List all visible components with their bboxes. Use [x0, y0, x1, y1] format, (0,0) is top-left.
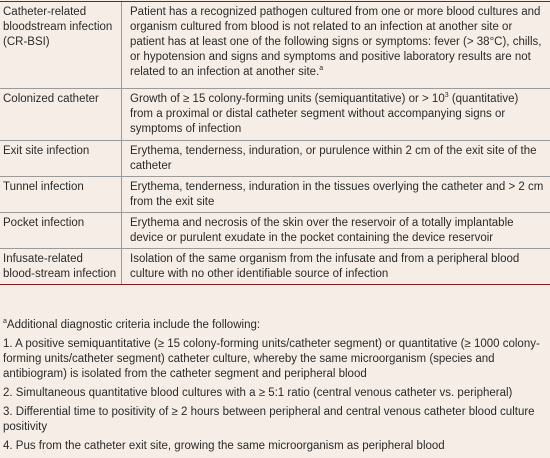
term-cell: Pocket infection — [0, 213, 122, 248]
definition-cell — [122, 2, 550, 88]
footnotes — [3, 318, 545, 458]
footnote-item: 1. A positive semiquantitative (≥ 15 colony-forming units/catheter segment) or quantitative (≥ 1000 colony-forming units/catheter segment) catheter culture, whereby the same microorganism (species and antibiogram) is isolated from the catheter segment and peripheral blood — [3, 338, 540, 380]
footnote-item: 2. Simultaneous quantitative blood cultures with a ≥ 5:1 ratio (central venous catheter vs. peripheral) — [3, 387, 513, 399]
table-row — [0, 213, 550, 249]
term-cell: Tunnel infection — [0, 177, 122, 212]
definition-cell: Erythema, tenderness, induration in the tissues overlying the catheter and > 2 cm from the exit site — [130, 181, 544, 208]
footnote-intro — [3, 318, 545, 333]
definition-cell: Erythema and necrosis of the skin over the reservoir of a totally implantable device or purulent exudate in the pocket containing the device reservoir — [130, 217, 514, 244]
table-row — [0, 2, 550, 89]
definition-text: Patient has a recognized pathogen cultured from one or more blood cultures and organism cultured from blood is not related to an infection at another site or patient has at least one of the following signs or symptoms: fever (> 38°C), chills, or hypotension and signs and symptoms and positive laboratory results are not related to an infection at another site. — [130, 6, 542, 78]
footnote-marker: a — [319, 65, 324, 73]
definition-text-cont: (quantitative) from a proximal or distal catheter segment without accompanying signs or symptoms of infection — [130, 93, 519, 135]
definition-cell: Erythema, tenderness, induration, or purulence within 2 cm of the exit site of the catheter — [130, 145, 537, 172]
term-cell: Infusate-related blood-stream infection — [0, 249, 122, 284]
table-row — [0, 89, 550, 141]
table-row — [0, 177, 550, 213]
table-row — [0, 141, 550, 177]
table-row — [0, 249, 550, 285]
footnote-item: 3. Differential time to positivity of ≥ 2 hours between peripheral and central venous catheter blood culture positivity — [3, 406, 535, 433]
footnote-item: 4. Pus from the catheter exit site, growing the same microorganism as peripheral blood — [3, 440, 445, 452]
definition-cell: Isolation of the same organism from the infusate and from a peripheral blood culture with no other identifiable source of infection — [130, 253, 520, 280]
definition-cell — [122, 89, 550, 140]
definitions-table — [0, 1, 550, 285]
superscript: 3 — [444, 92, 449, 100]
definition-text: Growth of ≥ 15 colony-forming units (semiquantitative) or > 10 — [130, 93, 445, 105]
footnote-intro-text: Additional diagnostic criteria include the following: — [6, 319, 261, 331]
term-cell: Colonized catheter — [0, 89, 122, 140]
footnote-marker: a — [3, 318, 7, 326]
term-cell: Exit site infection — [0, 141, 122, 176]
term-cell: Catheter-related bloodstream infection (CR-BSI) — [0, 2, 122, 88]
